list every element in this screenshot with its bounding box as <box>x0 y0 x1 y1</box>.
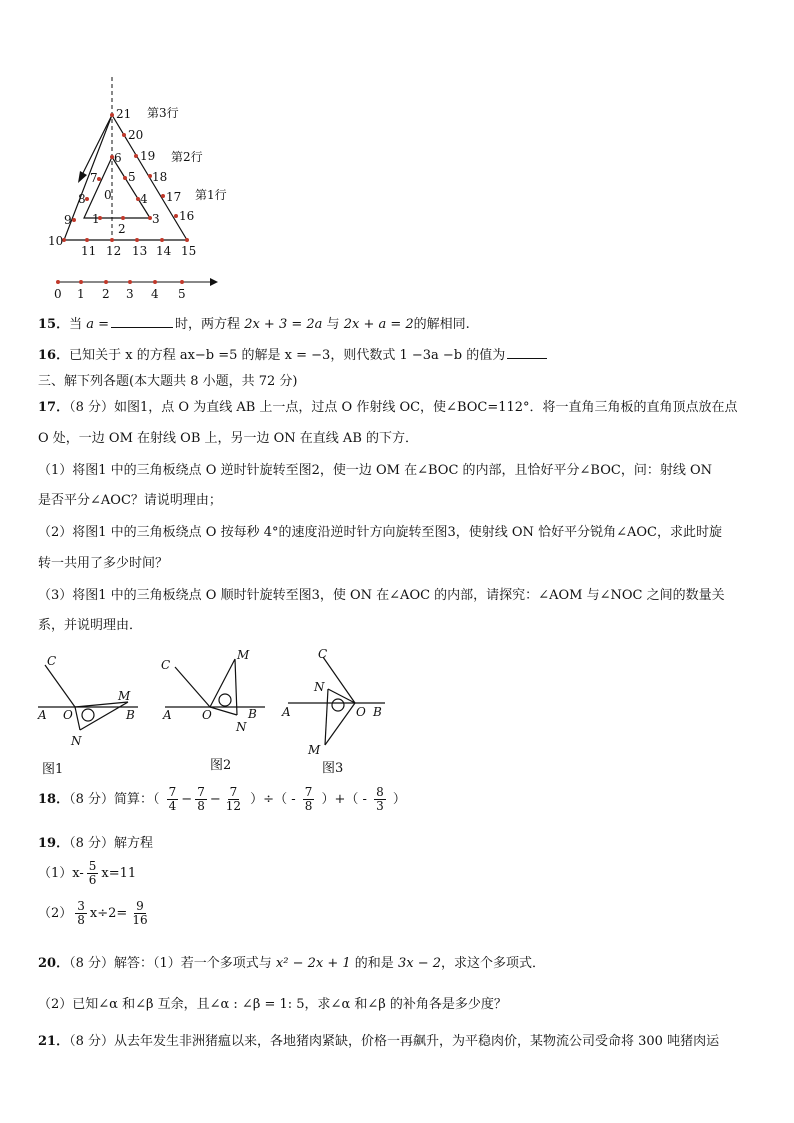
svg-text:6: 6 <box>114 151 122 165</box>
q17-line2: O 处，一边 OM 在射线 OB 上，另一边 ON 在直线 AB 的下方． <box>38 431 419 446</box>
q18-frac2: $\frac{7}{8}$ <box>197 785 205 814</box>
q18-frac4: $\frac{7}{8}$ <box>304 785 313 814</box>
q19-part2 <box>38 900 764 927</box>
svg-text:18: 18 <box>152 170 168 184</box>
fig3-caption: 图3 <box>322 761 344 776</box>
svg-text:9: 9 <box>64 213 72 227</box>
svg-text:14: 14 <box>156 244 172 258</box>
fig2-label-o: O <box>202 708 212 722</box>
fig1-caption: 图1 <box>42 762 64 777</box>
q20-poly2: 3x − 2 <box>397 956 441 971</box>
svg-text:第2行: 第2行 <box>171 150 203 164</box>
svg-text:15: 15 <box>181 244 197 258</box>
svg-text:12: 12 <box>106 244 122 258</box>
fig2-label-n: N <box>236 720 247 734</box>
svg-text:2: 2 <box>118 222 126 236</box>
q19-p2-frac2: $\frac{9}{16}$ <box>132 899 148 928</box>
q20-line1 <box>38 952 764 971</box>
q15-number: 15． <box>38 317 70 332</box>
fig1-label-b: B <box>126 708 135 722</box>
q18-label: （8 分）简算： <box>69 792 153 808</box>
svg-text:4: 4 <box>140 192 148 206</box>
fig2-label-c: C <box>161 658 171 672</box>
svg-text:第1行: 第1行 <box>195 188 227 202</box>
svg-text:5: 5 <box>128 170 136 184</box>
q20-line1-c: ，求这个多项式． <box>440 956 545 971</box>
q19-number: 19． <box>38 836 70 851</box>
q19-p1-suffix: x=11 <box>101 866 137 882</box>
q15-var: a = <box>86 317 110 332</box>
q17-part1-line2: 是否平分∠AOC？请说明理由； <box>38 493 222 508</box>
svg-text:2: 2 <box>102 287 110 301</box>
question-16 <box>38 344 764 363</box>
q18-minus1: − <box>181 792 193 808</box>
q19-p2-mid: x÷2= <box>89 906 128 922</box>
q17-part1-line1: （1）将图1 中的三角板绕点 O 逆时针旋转至图2，使一边 OM 在∠BOC 的内部，且恰好平分∠BOC，问：射线 ON <box>38 463 712 478</box>
svg-text:4: 4 <box>151 287 159 301</box>
q15-text-c: 与 <box>326 317 340 332</box>
svg-text:8: 8 <box>78 192 86 206</box>
svg-text:3: 3 <box>126 287 134 301</box>
svg-text:7: 7 <box>90 171 98 185</box>
svg-text:21: 21 <box>116 107 132 121</box>
q18-close-div: ）÷（ - <box>250 792 296 808</box>
fig2-label-b: B <box>248 707 257 721</box>
q15-text-b: 时，两方程 <box>175 317 241 332</box>
q19-p1-frac: $\frac{5}{6}$ <box>88 859 97 888</box>
q17-part2-line1: （2）将图1 中的三角板绕点 O 按每秒 4°的速度沿逆时针方向旋转至图3，使射线 ON 恰好平分锐角∠AOC，求此时旋 <box>38 525 722 540</box>
fig3-label-o: O <box>356 705 366 719</box>
q15-eq1: 2x + 3 = 2a <box>244 317 323 332</box>
q21-number: 21． <box>38 1034 70 1049</box>
q19-part1 <box>38 860 764 887</box>
fig3-label-c: C <box>318 647 328 661</box>
svg-text:第3行: 第3行 <box>147 106 179 120</box>
q18-mid: ）+（ - <box>321 792 367 808</box>
fig1-label-o: O <box>63 708 73 722</box>
q15-text-a: 当 <box>69 317 83 332</box>
q15-text-d: 的解相同. <box>413 317 470 332</box>
q20-line1-a: （8 分）解答：（1）若一个多项式与 <box>69 956 272 971</box>
q16-number: 16． <box>38 348 70 363</box>
svg-text:20: 20 <box>128 128 144 142</box>
fig1-label-n: N <box>71 734 82 748</box>
q19-p1-prefix: （1）x- <box>38 866 84 882</box>
q20-line1-b: 的和是 <box>354 956 394 971</box>
svg-text:13: 13 <box>132 244 148 258</box>
svg-text:19: 19 <box>140 149 156 163</box>
svg-text:10: 10 <box>48 234 64 248</box>
q20-poly1: x² − 2x + 1 <box>275 956 351 971</box>
q18-frac5: $\frac{8}{3}$ <box>376 785 384 814</box>
q17-part3-line2: 系，并说明理由． <box>38 618 143 633</box>
section-3-title: 三、解下列各题(本大题共 8 小题，共 72 分) <box>38 374 298 389</box>
q16-blank <box>507 346 547 359</box>
svg-text:11: 11 <box>81 244 97 258</box>
svg-text:5: 5 <box>178 287 186 301</box>
question-21 <box>38 1030 764 1049</box>
q18-end: ） <box>392 792 406 808</box>
q19-label: （8 分）解方程 <box>69 836 153 851</box>
q16-text: 已知关于 x 的方程 ax−b =5 的解是 x = −3，则代数式 1 −3a −b 的值为 <box>69 348 506 363</box>
q20-number: 20． <box>38 956 70 971</box>
fig1-label-a: A <box>38 708 47 722</box>
svg-text:1: 1 <box>92 212 100 226</box>
fig3-label-n: N <box>314 680 325 694</box>
q21-text: （8 分）从去年发生非洲猪瘟以来，各地猪肉紧缺，价格一再飙升，为平稳肉价，某物流公司受命将 300 吨猪肉运 <box>69 1034 720 1049</box>
fig3-label-m: M <box>308 743 321 757</box>
svg-text:16: 16 <box>179 209 195 223</box>
q19-p2-prefix: （2） <box>38 906 73 922</box>
q17-line1 <box>38 396 764 415</box>
fig1-label-m: M <box>118 689 131 703</box>
svg-text:0: 0 <box>54 287 62 301</box>
q17-line1-text: （8 分）如图1，点 O 为直线 AB 上一点，过点 O 作射线 OC，使∠BOC=112°．将一直角三角板的直角顶点放在点 <box>69 400 738 415</box>
q18-frac1: $\frac{7}{4}$ <box>168 785 177 814</box>
svg-text:1: 1 <box>77 287 85 301</box>
q19-p2-frac: $\frac{3}{8}$ <box>77 899 85 928</box>
q17-figures <box>30 645 400 780</box>
fig2-label-m: M <box>237 648 250 662</box>
q17-part2-line2: 转一共用了多少时间？ <box>38 556 169 571</box>
fig1-label-c: C <box>47 654 57 668</box>
q18-frac3: $\frac{7}{12}$ <box>225 785 242 814</box>
q20-line2: （2）已知∠α 和∠β 互余，且∠α : ∠β = 1: 5，求∠α 和∠β 的补角各是多少度？ <box>38 997 507 1012</box>
svg-text:3: 3 <box>152 212 160 226</box>
q18-minus2: − <box>209 792 221 808</box>
fig2-label-a: A <box>163 708 172 722</box>
svg-text:17: 17 <box>166 190 182 204</box>
question-18 <box>38 786 764 813</box>
q15-blank <box>111 315 173 328</box>
svg-text:0: 0 <box>104 188 112 202</box>
q18-open: （ <box>153 792 160 808</box>
q17-number: 17． <box>38 400 70 415</box>
fig3-label-b: B <box>373 705 382 719</box>
q18-number: 18． <box>38 792 70 808</box>
fig3-label-a: A <box>282 705 291 719</box>
q15-eq2: 2x + a = 2 <box>343 317 414 332</box>
q19-header <box>38 832 764 851</box>
fig2-caption: 图2 <box>210 758 232 773</box>
triangle-number-figure <box>40 75 260 305</box>
q17-part3-line1: （3）将图1 中的三角板绕点 O 顺时针旋转至图3，使 ON 在∠AOC 的内部，请探究：∠AOM 与∠NOC 之间的数量关 <box>38 588 725 603</box>
question-15 <box>38 313 764 332</box>
